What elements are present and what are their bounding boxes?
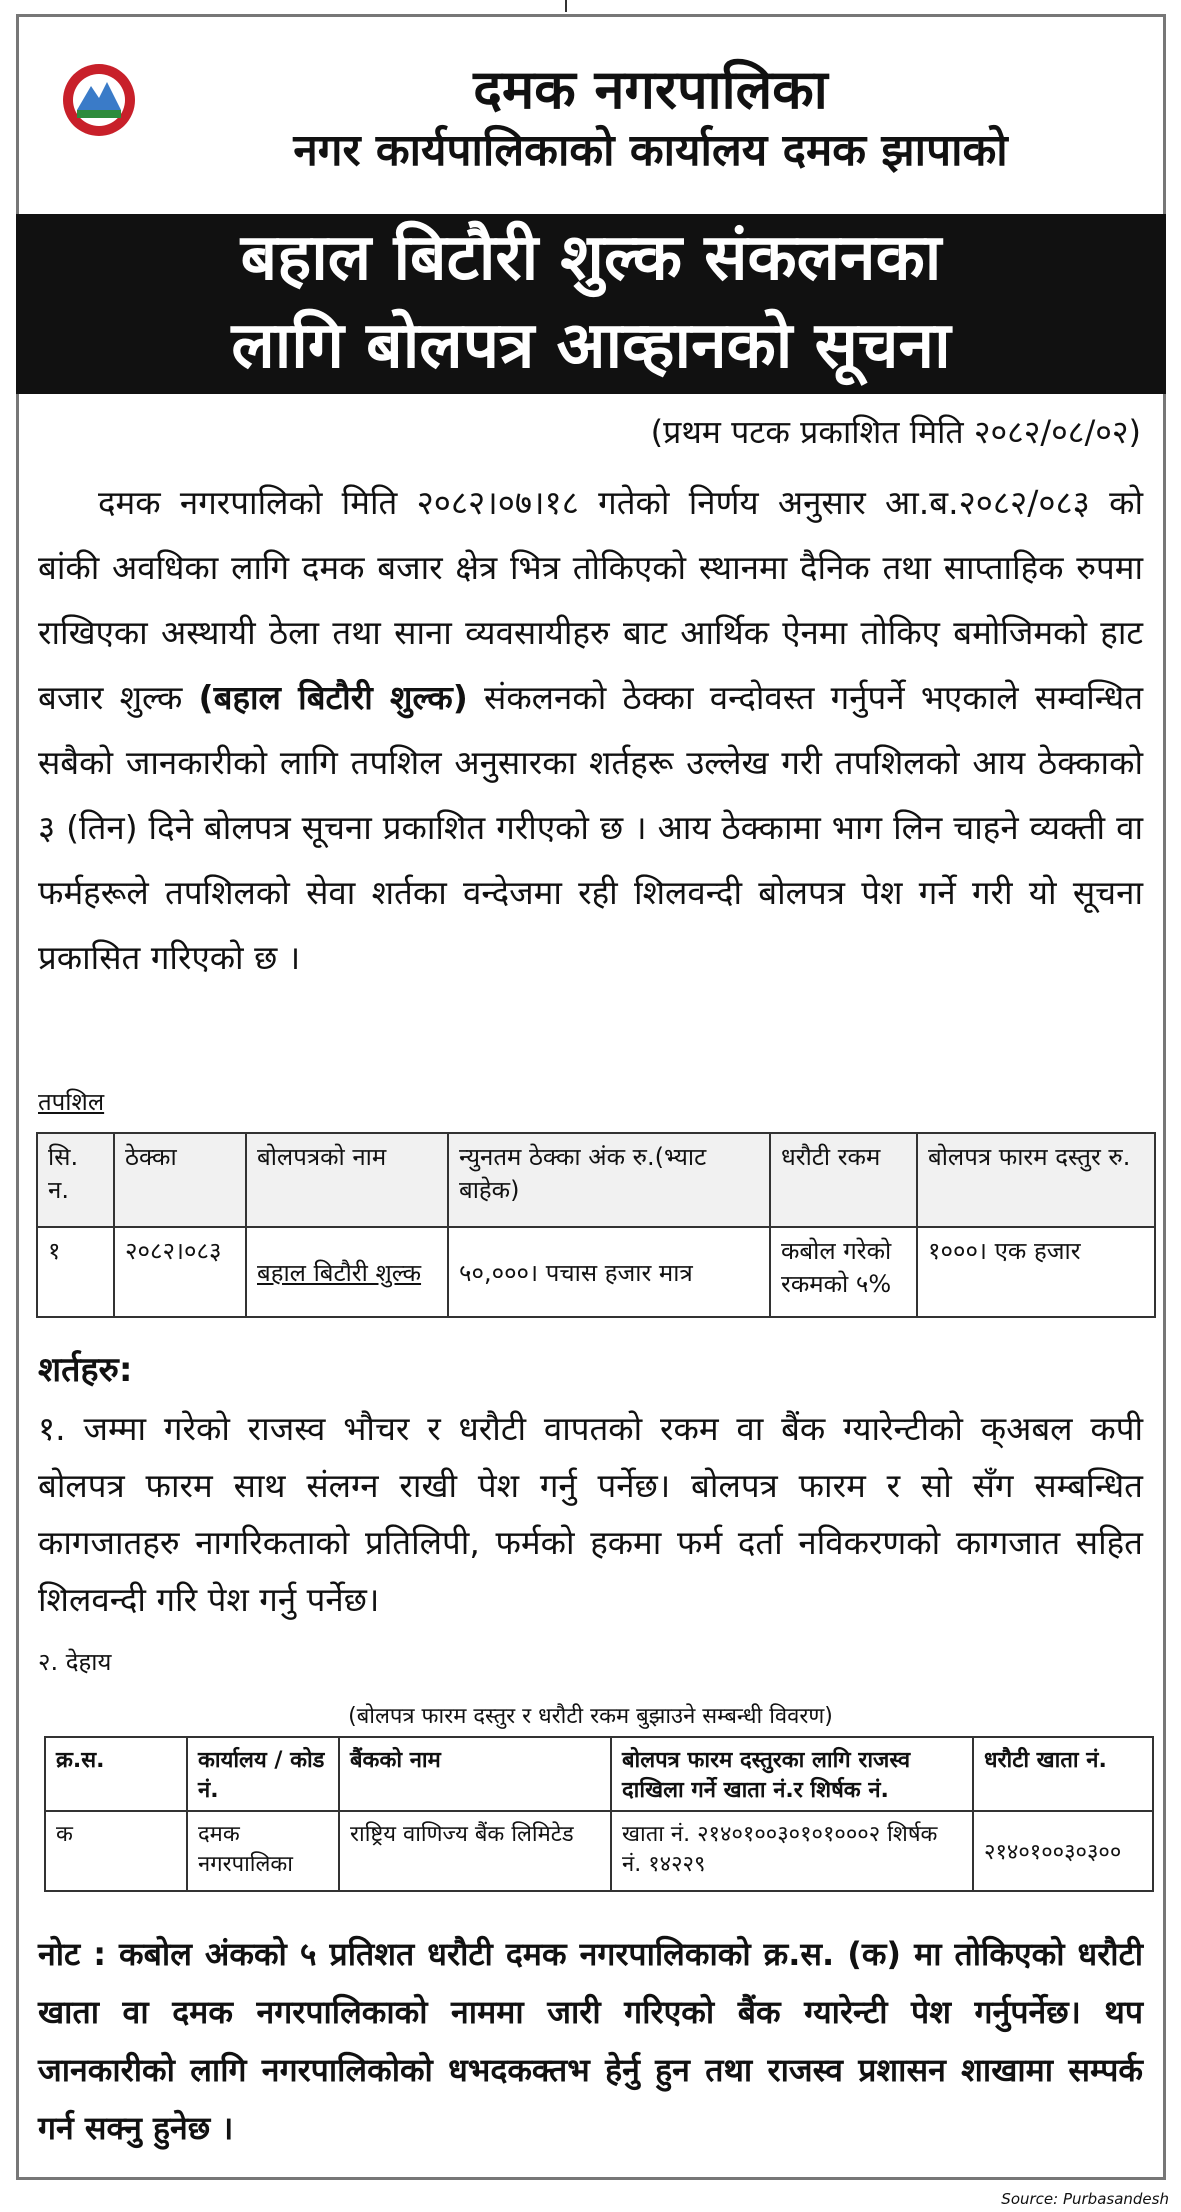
table-row — [37, 1227, 1155, 1317]
header-cell: बोलपत्र फारम दस्तुर रु. — [917, 1133, 1155, 1227]
contract-table — [36, 1132, 1156, 1318]
banner-line-1: बहाल बिटौरी शुल्क संकलनका — [240, 221, 942, 295]
notice-banner — [16, 214, 1166, 394]
tapsil-label: तपशिल — [38, 1088, 105, 1116]
body-text: दमक नगरपालिको मिति २०८२।०७।१८ गतेको निर्णय अनुसार आ.ब.२०८२/०८३ को बांकी अवधिका लागि दमक बजार क्षेत्र भित्र तोकिएको स्थानमा दैनिक तथा साप्ताहिक रुपमा राखिएका अस्थायी ठेला तथा साना व्यवसायीहरु बाट आर्थिक ऐनमा तोकिए बमोजिमको हाट बजार शुल्क — [38, 483, 1143, 717]
table2-caption: (बोलपत्र फारम दस्तुर र धरौटी रकम बुझाउने सम्बन्धी विवरण) — [348, 1704, 833, 1729]
cell: १ — [37, 1227, 114, 1317]
header-cell: बोलपत्र फारम दस्तुरका लागि राजस्व दाखिला गर्ने खाता नं.र शिर्षक नं. — [611, 1737, 973, 1811]
cell: ५०,०००। पचास हजार मात्र — [448, 1227, 770, 1317]
notice-body — [38, 470, 1143, 990]
header-cell: धरौटी रकम — [770, 1133, 917, 1227]
cell: खाता नं. २१४०१००३०१०१०००२ शिर्षक नं. १४२२९ — [611, 1811, 973, 1891]
header-cell: कार्यालय / कोड नं. — [187, 1737, 339, 1811]
header-cell: न्युनतम ठेक्का अंक रु.(भ्याट बाहेक) — [448, 1133, 770, 1227]
municipality-title: दमक नगरपालिका — [473, 58, 828, 121]
divider — [565, 0, 567, 12]
note: नोट : कबोल अंकको ५ प्रतिशत धरौटी दमक नगरपालिकाको क्र.स. (क) मा तोकिएको धरौटी खाता वा दमक नगरपालिकाको नाममा जारी गरिएको बैंक ग्यारेन्टी पेश गर्नुपर्नेछ। थप जानकारीको लागि नगरपालिकोको धभदकक्तभ हेर्नु हुन तथा राजस्व प्रशासन शाखामा सम्पर्क गर्न सक्नु हुनेछ । — [38, 1935, 1143, 2147]
header-cell: बैंकको नाम — [339, 1737, 611, 1811]
nepal-emblem-icon — [55, 60, 143, 140]
table-header-row — [45, 1737, 1153, 1811]
cell: दमक नगरपालिका — [187, 1811, 339, 1891]
cell: २१४०१००३०३०० — [973, 1811, 1153, 1891]
header-cell: ठेक्का — [114, 1133, 246, 1227]
cell: राष्ट्रिय वाणिज्य बैंक लिमिटेड — [339, 1811, 611, 1891]
cell: कबोल गरेको रकमको ५% — [770, 1227, 917, 1317]
body-text: संकलनको ठेक्का वन्दोवस्त गर्नुपर्ने भएकाले सम्वन्धित सबैको जानकारीको लागि तपशिल अनुसारका शर्तहरू उल्लेख गरी तपशिलको आय ठेक्काको ३ (तिन) दिने बोलपत्र सूचना प्रकाशित गरीएको छ । आय ठेक्कामा भाग लिन चाहने व्यक्ती वा फर्महरूले तपशिलको सेवा शर्तका वन्देजमा रही शिलवन्दी बोलपत्र पेश गर्ने गरी यो सूचना प्रकासित गरिएको छ । — [38, 678, 1143, 977]
body-bold: (बहाल बिटौरी शुल्क) — [198, 678, 468, 717]
condition-2: २. देहाय — [38, 1648, 112, 1676]
source-credit: Source: Purbasandesh — [1001, 2190, 1169, 2208]
banner-line-2: लागि बोलपत्र आव्हानको सूचना — [231, 309, 951, 383]
office-subtitle: नगर कार्यपालिकाको कार्यालय दमक झापाको — [293, 125, 1008, 176]
cell: २०८२।०८३ — [114, 1227, 246, 1317]
header-cell: बोलपत्रको नाम — [246, 1133, 448, 1227]
conditions-title: शर्तहरु: — [38, 1350, 133, 1390]
cell: १०००। एक हजार — [917, 1227, 1155, 1317]
header-cell: धरौटी खाता नं. — [973, 1737, 1153, 1811]
bank-table — [44, 1736, 1154, 1892]
cell: क — [45, 1811, 187, 1891]
table-header-row — [37, 1133, 1155, 1227]
condition-1: १. जम्मा गरेको राजस्व भौचर र धरौटी वापतको रकम वा बैंक ग्यारेन्टीको क्अबल कपी बोलपत्र फारम साथ संलग्न राखी पेश गर्नु पर्नेछ। बोलपत्र फारम र सो सँग सम्बन्धित कागजातहरु नागरिकताको प्रतिलिपी, फर्मको हकमा फर्म दर्ता नविकरणको कागजात सहित शिलवन्दी गरि पेश गर्नु पर्नेछ। — [38, 1409, 1143, 1619]
table-row — [45, 1811, 1153, 1891]
publish-date: (प्रथम पटक प्रकाशित मिति २०८२/०८/०२) — [650, 413, 1141, 451]
cell: बहाल बिटौरी शुल्क — [246, 1227, 448, 1317]
header-cell: क्र.स. — [45, 1737, 187, 1811]
header-cell: सि. न. — [37, 1133, 114, 1227]
